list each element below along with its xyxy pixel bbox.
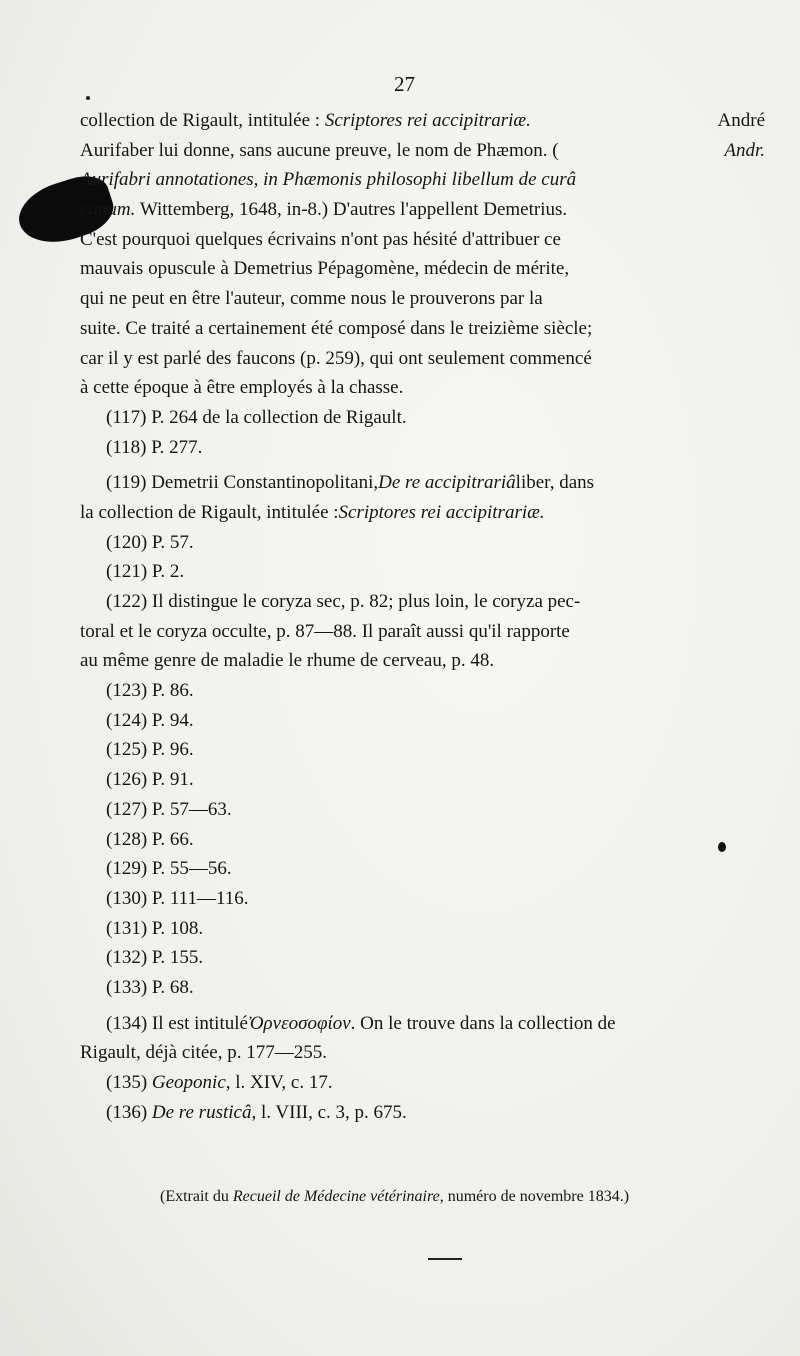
- footnote-continuation: toral et le coryza occulte, p. 87—88. Il paraît aussi qu'il rapporte: [80, 620, 570, 642]
- text-line: collection de Rigault, intitulée : Scriptores rei accipitrariæ. André: [80, 110, 765, 131]
- page-number: 27: [394, 72, 415, 96]
- footnote: (134) Il est intitulé Ὀρνεοσοφίον . On le trouve dans la collection de: [106, 1012, 616, 1034]
- footnote: (135) Geoponic , l. XIV, c. 17.: [106, 1072, 333, 1093]
- footnote: (128) P. 66.: [106, 828, 194, 850]
- footnote: (120) P. 57.: [106, 531, 194, 553]
- text-line: qui ne peut en être l'auteur, comme nous le prouverons par la: [80, 288, 543, 310]
- footnote: (133) P. 68.: [106, 976, 194, 998]
- text-line: Aurifaber lui donne, sans aucune preuve, le nom de Phæmon. ( Andr.: [80, 139, 765, 161]
- footnote: (118) P. 277.: [106, 436, 203, 458]
- footnote: (123) P. 86.: [106, 680, 194, 702]
- body-text: [80, 106, 765, 1127]
- footnote: (130) P. 111—116.: [106, 887, 249, 909]
- footnote: (125) P. 96.: [106, 739, 194, 761]
- ink-dot: [86, 96, 90, 100]
- text-line: Aurifabri annotationes, in Phæmonis philosophi libellum de curâ: [80, 169, 577, 191]
- text-line: à cette époque à être employés à la chasse.: [80, 377, 404, 399]
- footnote: (122) Il distingue le coryza sec, p. 82; plus loin, le coryza pec-: [106, 591, 581, 612]
- source-footer: (Extrait du Recueil de Médecine vétérinaire, numéro de novembre 1834.): [160, 1188, 630, 1205]
- text-line: C'est pourquoi quelques écrivains n'ont pas hésité d'attribuer ce: [80, 228, 561, 250]
- footnote-continuation: au même genre de maladie le rhume de cerveau, p. 48.: [80, 650, 495, 672]
- text-line: suite. Ce traité a certainement été composé dans le treizième siècle;: [80, 317, 593, 339]
- text-line: car il y est parlé des faucons (p. 259), qui ont seulement commencé: [80, 347, 592, 369]
- footnote-continuation: la collection de Rigault, intitulée : Scriptores rei accipitrariæ.: [80, 501, 545, 523]
- footnote: (132) P. 155.: [106, 947, 204, 969]
- text-line: canum. Wittemberg, 1648, in-8.) D'autres l'appellent Demetrius.: [80, 199, 568, 221]
- footnote: (136) De re rusticâ , l. VIII, c. 3, p. 675.: [106, 1101, 407, 1123]
- footnote: (117) P. 264 de la collection de Rigault.: [106, 406, 407, 428]
- footnote-continuation: Rigault, déjà citée, p. 177—255.: [80, 1042, 327, 1064]
- text-line: mauvais opuscule à Demetrius Pépagomène, médecin de mérite,: [80, 258, 570, 280]
- footnote: (127) P. 57—63.: [106, 798, 232, 820]
- footnote: (124) P. 94.: [106, 709, 194, 731]
- closing-rule: [428, 1258, 462, 1260]
- footnote: (126) P. 91.: [106, 769, 194, 791]
- footnote: (129) P. 55—56.: [106, 858, 232, 880]
- footnote: (131) P. 108.: [106, 917, 204, 939]
- footnote: (121) P. 2.: [106, 561, 185, 583]
- footnote: (119) Demetrii Constantinopolitani, De re accipitrariâ liber, dans: [106, 472, 595, 494]
